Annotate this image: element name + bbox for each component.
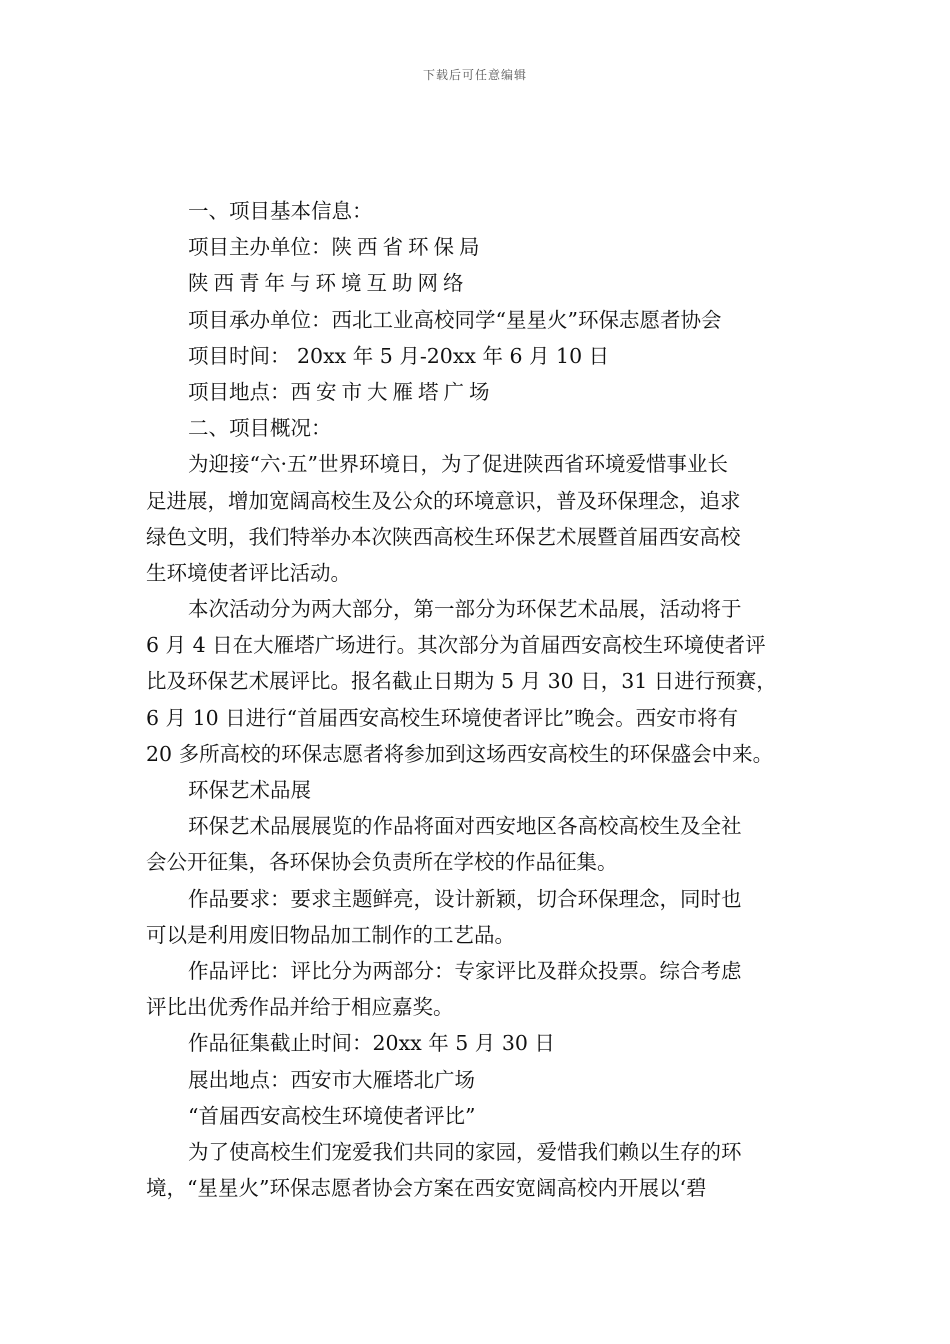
paragraph-line: 会公开征集，各环保协会负责所在学校的作品征集。 — [146, 850, 618, 875]
paragraph-line: 6 月 4 日在大雁塔广场进行。其次部分为首届西安高校生环境使者评 — [146, 633, 766, 658]
paragraph-collection — [146, 808, 816, 880]
paragraph-line: 作品评比：评比分为两部分：专家评比及群众投票。综合考虑 — [188, 958, 742, 983]
document-body — [146, 193, 816, 1206]
paragraph-line: 作品要求：要求主题鲜亮，设计新颖，切合环保理念，同时也 — [188, 886, 742, 911]
paragraph-line: 为了使高校生们宠爱我们共同的家园，爱惜我们赖以生存的环 — [188, 1139, 742, 1164]
organizer-value: 陕西省环保局 — [331, 235, 485, 260]
paragraph-line: 20 多所高校的环保志愿者将参加到这场西安高校生的环保盛会中来。 — [146, 741, 774, 766]
paragraph-envoy-intro — [146, 1134, 816, 1206]
paragraph-line: 绿色文明，我们特举办本次陕西高校生环保艺术展暨首届西安高校 — [146, 524, 741, 549]
paragraph-requirements — [146, 881, 816, 953]
paragraph-line: 环保艺术品展展览的作品将面对西安地区各高校高校生及全社 — [188, 814, 742, 839]
subheading-envoy-selection: “首届西安高校生环境使者评比” — [188, 1103, 476, 1128]
paragraph-intro — [146, 446, 816, 591]
subheading-art-exhibition: 环保艺术品展 — [188, 778, 311, 802]
paragraph-line: 比及环保艺术展评比。报名截止日期为 5 月 30 日，31 日进行预赛， — [146, 669, 777, 694]
exhibit-place-line: 展出地点：西安市大雁塔北广场 — [188, 1067, 475, 1092]
deadline-line: 作品征集截止时间：20xx 年 5 月 30 日 — [188, 1031, 555, 1056]
organizer-line — [146, 229, 816, 265]
page-header-note: 下载后可任意编辑 — [422, 68, 527, 82]
section-heading-overview: 二、项目概况： — [188, 416, 332, 441]
co-organizer-line: 陕西青年与环境互助网络 — [188, 271, 469, 296]
project-location-line — [146, 374, 816, 410]
paragraph-line: 生环境使者评比活动。 — [146, 560, 351, 585]
paragraph-line: 评比出优秀作品并给于相应嘉奖。 — [146, 995, 454, 1020]
paragraph-line: 可以是利用废旧物品加工制作的工艺品。 — [146, 922, 515, 947]
project-time-line: 项目时间： 20xx 年 5 月-20xx 年 6 月 10 日 — [188, 343, 610, 368]
paragraph-line: 6 月 10 日进行“首届西安高校生环境使者评比”晚会。西安市将有 — [146, 705, 739, 730]
undertaker-line: 项目承办单位：西北工业高校同学“星星火”环保志愿者协会 — [188, 307, 722, 332]
organizer-label: 项目主办单位： — [188, 235, 332, 260]
location-value: 西安市大雁塔广场 — [290, 379, 495, 404]
paragraph-activity-parts — [146, 591, 816, 772]
section-heading-basic-info: 一、项目基本信息： — [188, 199, 373, 223]
paragraph-line: 本次活动分为两大部分，第一部分为环保艺术品展，活动将于 — [188, 597, 742, 622]
paragraph-line: 足进展，增加宽阔高校生及公众的环境意识，普及环保理念，追求 — [146, 488, 741, 513]
paragraph-line: 为迎接“六·五”世界环境日，为了促进陕西省环境爱惜事业长 — [188, 452, 728, 477]
paragraph-line: 境，“星星火”环保志愿者协会方案在西安宽阔高校内开展以‘碧 — [146, 1176, 707, 1201]
location-label: 项目地点： — [188, 379, 291, 404]
paragraph-judging — [146, 953, 816, 1025]
